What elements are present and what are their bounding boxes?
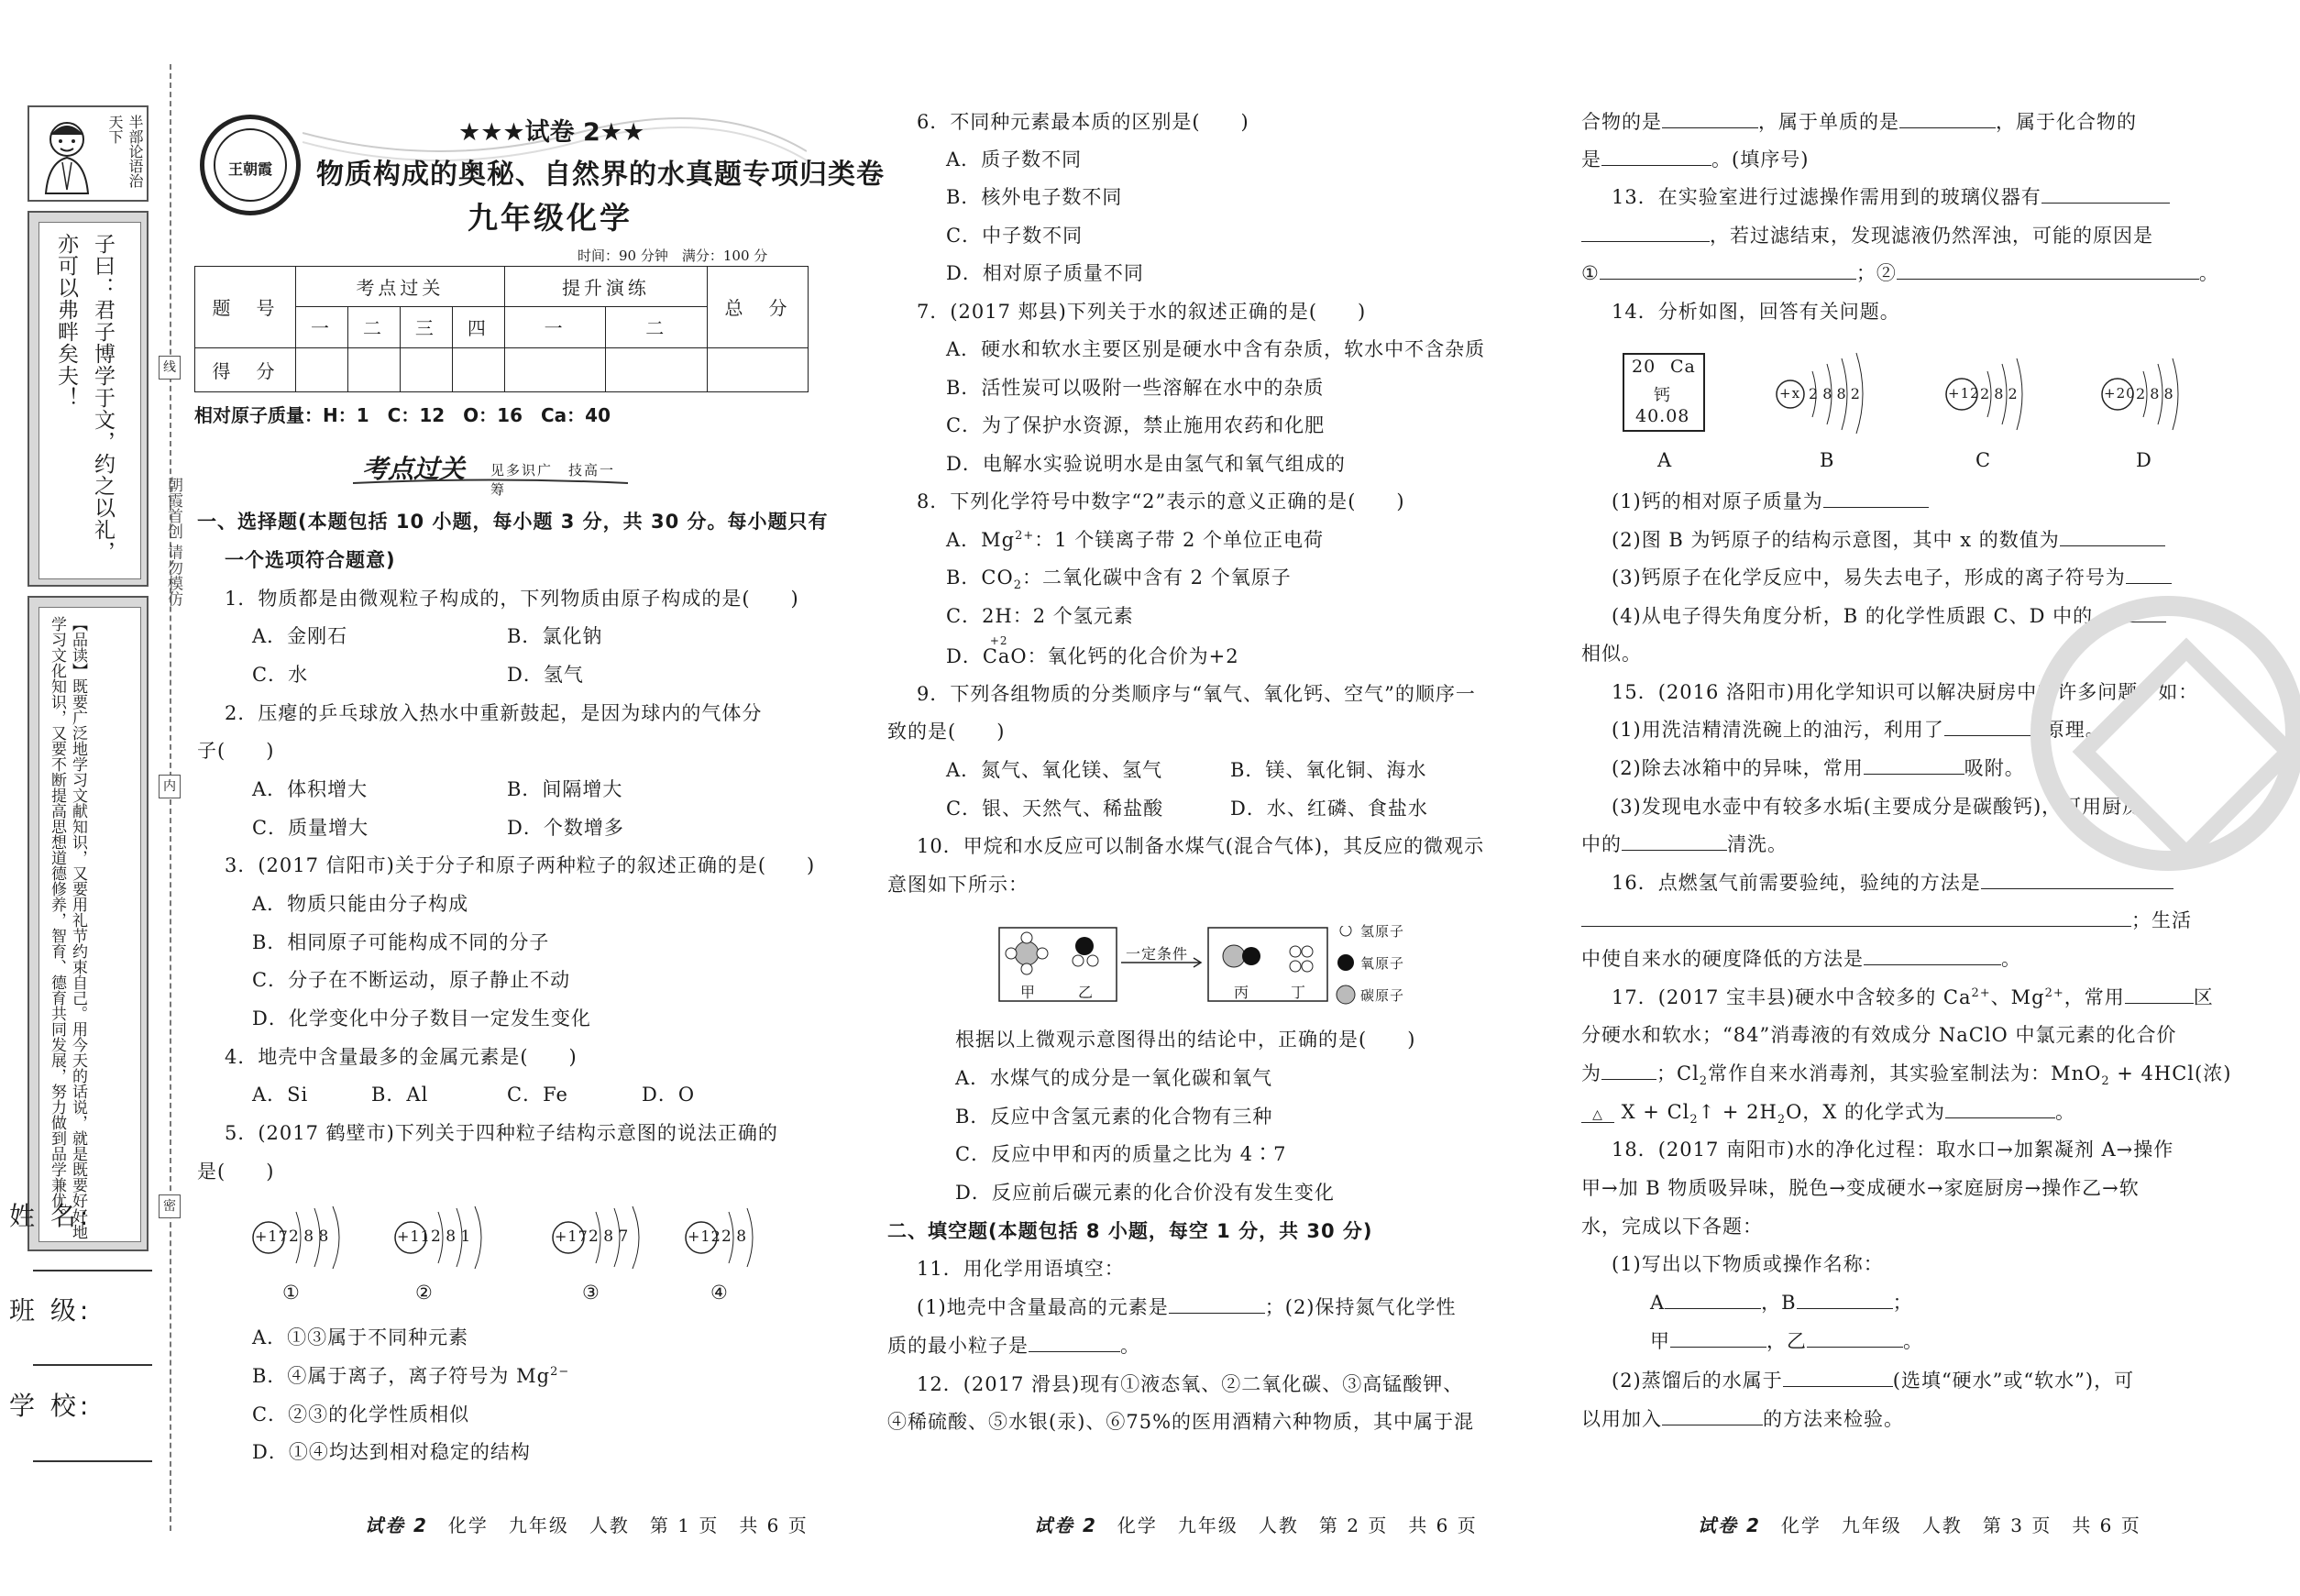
question-15-part-cont: 中的 清洗。 [1581,833,1788,855]
answer-blank[interactable] [1864,949,2001,965]
score-table [194,266,809,392]
option[interactable]: C．2H：2 个氢元素 [946,605,1134,627]
option[interactable]: B．④属于离子，离子符号为 $Mg^{2-}$ [252,1365,570,1387]
answer-blank[interactable] [2126,567,2172,584]
question-14-part: (4)从电子得失角度分析，B 的化学性质跟 C、D 中的 [1612,601,2166,629]
question-18-line: 甲→加 B 物质吸异味，脱色→变成硬水→家庭厨房→操作乙→软 [1581,1177,2140,1199]
score-cell[interactable] [452,347,504,391]
score-cell[interactable] [504,347,606,391]
option[interactable]: D．个数增多 [507,817,624,839]
exam-number: ★★★试卷 2★★ [458,118,645,147]
option[interactable]: A．水煤气的成分是一氧化碳和氧气 [955,1067,1273,1089]
option[interactable]: D．O [642,1084,696,1106]
score-group-2: 提升演练 [504,267,707,307]
question-16-line: ；生活 [1581,906,2192,933]
section-1-heading: 一、选择题(本题包括 10 小题，每小题 3 分，共 30 分。每小题只有 [197,511,829,533]
question-18-part: (1)写出以下物质或操作名称： [1612,1253,1884,1275]
answer-blank[interactable] [1670,1331,1766,1348]
option[interactable]: A．物质只能由分子构成 [252,893,469,915]
option[interactable]: C．反应中甲和丙的质量之比为 4∶7 [955,1143,1287,1165]
answer-blank[interactable] [2060,530,2165,546]
question-1: 1．物质都是由微观粒子构成的，下列物质由原子构成的是( ) [225,588,799,610]
figure-label: C [1975,449,1992,471]
option[interactable]: D．化学变化中分子数目一定发生变化 [252,1007,591,1029]
question-15: 15．(2016 洛阳市)用化学知识可以解决厨房中的许多问题，如： [1612,681,2199,703]
question-18-part-cont: 以用加入 的方法来检验。 [1581,1408,1904,1430]
atom-structure-diagram: +17 2 8 7 [545,1201,683,1274]
question-12-line: 合物的是 ，属于单质的是 ，属于化合物的 [1581,111,2137,133]
option[interactable]: C．质量增大 [252,817,369,839]
option[interactable]: A．硬水和软水主要区别是硬水中含有杂质，软水中不含杂质 [946,338,1486,360]
option[interactable]: C．水 [252,664,309,686]
question-9: 9．下列各组物质的分类顺序与“氧气、氧化钙、空气”的顺序一 [917,683,1476,705]
option[interactable]: B．间隔增大 [507,778,623,800]
class-label: 班 级: [9,1295,93,1326]
answer-blank[interactable] [1581,226,1710,242]
score-group-1: 考点过关 [296,267,505,307]
watermark-seal [2030,596,2300,871]
question-10-cont: 意图如下所示： [887,874,1029,896]
class-field[interactable] [33,1364,152,1366]
question-16-line: 中使自来水的硬度降低的方法是 。 [1581,948,2021,970]
atom-label: ③ [582,1282,600,1304]
question-17: 17．(2017 宝丰县)硬水中含较多的 $Ca^{2+}$、$Mg^{2+}$，常用 区 [1612,986,2214,1008]
score-sub: 二 [606,307,708,347]
question-4: 4．地壳中含量最多的金属元素是( ) [225,1046,578,1068]
option[interactable]: C．分子在不断运动，原子静止不动 [252,969,571,991]
option[interactable]: C．为了保护水资源，禁止施用农药和化肥 [946,414,1326,436]
confucius-icon [35,116,99,194]
answer-blank[interactable] [1581,910,2131,927]
atom-label: ① [282,1282,301,1304]
atom-structure-diagram: +x 2 8 8 2 [1774,344,1893,435]
question-14-part-cont: 相似。 [1581,643,1642,665]
atom-structure-diagram: +12 2 8 2 [1943,344,2044,435]
figure-label: A [1657,449,1673,471]
answer-blank[interactable] [1783,1370,1893,1387]
question-18-part: 甲 ，乙 。 [1650,1330,1923,1352]
score-sub: 一 [504,307,606,347]
question-15-part: (2)除去冰箱中的异味，常用 吸附。 [1612,757,2025,779]
option[interactable]: D．①④均达到相对稳定的结构 [252,1441,531,1463]
option[interactable]: D．相对原子质量不同 [946,262,1144,284]
score-cell[interactable] [347,347,400,391]
question-13-line: ，若过滤结束，发现滤液仍然浑浊，可能的原因是 [1581,221,2153,248]
answer-blank[interactable] [2125,987,2194,1004]
answer-blank[interactable] [1981,873,2173,889]
question-6: 6．不同种元素最本质的区别是( ) [917,111,1249,133]
option[interactable]: D． +2 CaO：氧化钙的化合价为+2 [946,634,1239,667]
score-sub: 三 [400,307,452,347]
comment-text: 【品读】既要广泛地学习文献知识，又要用礼节约束自己。用今天的话说，就是既要好好地学习文化知识，又要不断提高思想道德修养，智育、德育共同发展，努力做到品学兼优。 [48,616,87,1239]
question-13: 13．在实验室进行过滤操作需用到的玻璃仪器有 [1612,182,2170,210]
option[interactable]: B．核外电子数不同 [946,186,1123,208]
option[interactable]: A．质子数不同 [946,149,1083,171]
atom-structure-diagram: +20 2 8 8 [2099,344,2200,435]
cut-mark: 线 [159,356,181,380]
question-2-cont: 子( ) [197,740,275,762]
option[interactable]: B．相同原子可能构成不同的分子 [252,931,550,953]
school-label: 学 校: [9,1391,93,1421]
exam-time: 时间：90 分钟 满分：100 分 [578,248,768,264]
option[interactable]: B．活性炭可以吸附一些溶解在水中的杂质 [946,377,1325,399]
answer-blank[interactable] [1662,112,1758,128]
answer-blank[interactable] [1622,834,1727,851]
cut-mark: 内 [159,775,181,798]
score-cell[interactable] [708,347,809,391]
answer-blank[interactable] [1662,1409,1763,1425]
reaction-diagram: 一定条件 甲 乙 丙 丁 氢原子 氧原子 碳原子 [997,926,1437,1022]
question-12: 12．(2017 滑县)现有①液态氧、②二氧化碳、③高锰酸钾、 [917,1373,1464,1395]
answer-blank[interactable] [1899,112,1996,128]
question-18: 18．(2017 南阳市)水的净化过程：取水口→加絮凝剂 A→操作 [1612,1139,2174,1161]
question-10-prompt: 根据以上微观示意图得出的结论中，正确的是( ) [955,1029,1416,1051]
option[interactable]: D．水、红磷、食盐水 [1230,798,1428,820]
question-16: 16．点燃氢气前需要验纯，验纯的方法是 [1612,868,2173,896]
score-sub: 一 [296,307,348,347]
atom-structure-diagram: +17 2 8 8 [246,1201,383,1274]
question-7: 7．(2017 郏县)下列关于水的叙述正确的是( ) [917,301,1367,323]
score-row-label: 得 分 [195,347,296,391]
answer-blank[interactable] [1823,491,1929,508]
atomic-mass-note: 相对原子质量：H：1 C：12 O：16 Ca：40 [194,404,611,426]
question-8: 8．下列化学符号中数字“2”表示的意义正确的是( ) [917,490,1405,512]
page-footer: 试卷 2 化学 九年级 人教 第 3 页 共 6 页 [1698,1514,2141,1536]
exam-title: 物质构成的奥秘、自然界的水真题专项归类卷 [316,159,885,191]
option[interactable]: B．反应中含氢元素的化合物有三种 [955,1106,1273,1128]
question-15-part: (1)用洗洁精清洗碗上的油污，利用了 原理。 [1612,719,2106,741]
option[interactable]: A．Si [252,1084,309,1106]
score-total: 总 分 [708,267,809,348]
figure-label: D [2136,449,2152,471]
score-cell[interactable] [296,347,348,391]
answer-blank[interactable] [1797,1293,1893,1309]
option[interactable]: A．氮气、氧化镁、氢气 [946,759,1163,781]
question-11: 11．用化学用语填空： [917,1258,1125,1280]
atom-label: ② [415,1282,434,1304]
answer-blank[interactable] [1807,1331,1903,1348]
page-footer: 试卷 2 化学 九年级 人教 第 1 页 共 6 页 [365,1514,809,1536]
option[interactable]: C．中子数不同 [946,225,1084,247]
option[interactable]: A．体积增大 [252,778,369,800]
answer-blank[interactable] [1665,1293,1761,1309]
question-14-part: (1)钙的相对原子质量为 [1612,487,1929,514]
comment-box [28,596,149,1251]
question-5-cont: 是( ) [197,1161,275,1183]
answer-blank[interactable] [1600,263,1856,280]
question-18-line: 水，完成以下各题： [1581,1216,1763,1238]
question-11-line: 质的最小粒子是 。 [887,1335,1140,1357]
question-2: 2．压瘪的乒乓球放入热水中重新鼓起，是因为球内的气体分 [225,702,763,724]
section-banner: 考点过关 见多识广 技高一筹 [353,447,628,488]
question-3: 3．(2017 信阳市)关于分子和原子两种粒子的叙述正确的是( ) [225,854,816,876]
question-17-line: 分硬水和软水；“84”消毒液的有效成分 NaClO 中氯元素的化合价 [1581,1024,2177,1046]
section-2-heading: 二、填空题(本题包括 8 小题，每空 1 分，共 30 分) [887,1220,1373,1242]
section-1-heading-cont: 一个选项符合题意) [225,549,396,571]
figure-label: B [1820,449,1835,471]
question-12-cont: ④稀硫酸、⑤水银(汞)、⑥75%的医用酒精六种物质，其中属于混 [887,1411,1475,1433]
exam-subject: 九年级化学 [468,200,633,236]
motto-box [28,105,149,202]
question-18-part: A ，B ； [1650,1292,1913,1314]
cut-text: 朝霞首创 请勿模仿 [164,477,182,607]
question-15-part: (3)发现电水壶中有较多水垢(主要成分是碳酸钙)，可用厨房 [1612,796,2143,818]
option[interactable]: A．金刚石 [252,625,348,647]
score-col-label: 题 号 [195,267,296,348]
option[interactable]: B．氯化钠 [507,625,603,647]
publisher-logo: 王朝霞 [200,115,301,215]
answer-blank[interactable] [1864,758,1964,775]
answer-blank[interactable] [1169,1297,1265,1314]
question-9-cont: 致的是( ) [887,721,1006,743]
question-14: 14．分析如图，回答有关问题。 [1612,301,1900,323]
quote-box [28,211,149,587]
answer-blank[interactable] [2041,187,2170,204]
option[interactable]: B．镁、氧化铜、海水 [1230,759,1427,781]
name-label: 姓 名: [9,1201,93,1231]
answer-blank[interactable] [1601,149,1711,166]
answer-blank[interactable] [1601,1063,1656,1080]
question-5: 5．(2017 鹤壁市)下列关于四种粒子结构示意图的说法正确的 [225,1122,778,1144]
question-12-line: 是 。(填序号) [1581,149,1810,171]
motto-text: 半部论语治天下 [106,115,144,188]
question-18-part: (2)蒸馏后的水属于 (选填“硬水”或“软水”)，可 [1612,1370,2135,1392]
question-10: 10．甲烷和水反应可以制备水煤气(混合气体)，其反应的微观示 [917,835,1485,857]
question-11-line: (1)地壳中含量最高的元素是 ；(2)保持氮气化学性 [917,1296,1457,1318]
option[interactable]: A．①③属于不同种元素 [252,1326,469,1348]
score-cell[interactable] [400,347,452,391]
question-14-part: (2)图 B 为钙原子的结构示意图，其中 x 的数值为 [1612,525,2165,553]
answer-blank[interactable] [1897,263,2199,280]
question-17-line: 为 ；$Cl_2$常作自来水消毒剂，其实验室制法为：MnO$_2$ + 4HCl(浓) [1581,1062,2232,1089]
page-footer: 试卷 2 化学 九年级 人教 第 2 页 共 6 页 [1034,1514,1478,1536]
atom-structure-diagram: +11 2 8 1 [388,1201,525,1274]
option[interactable]: D．反应前后碳元素的化合价没有发生变化 [955,1182,1335,1204]
option[interactable]: D．氢气 [507,664,584,686]
name-field[interactable] [33,1270,152,1271]
option[interactable]: C．②③的化学性质相似 [252,1403,470,1425]
quote-text: 子曰：君子博学于文，约之以礼，亦可以弗畔矣夫！ [54,233,115,563]
option[interactable]: B．Al [371,1084,429,1106]
atom-structure-diagram: +12 2 8 [678,1201,798,1274]
question-17-line: △ $X + Cl_2↑ + 2H_2O$，X 的化学式为 。 [1581,1097,2075,1127]
score-sub: 四 [452,307,504,347]
option[interactable]: B．$CO_2$：二氧化碳中含有 2 个氧原子 [946,567,1292,593]
answer-blank[interactable] [1029,1336,1120,1352]
atom-label: ④ [710,1282,729,1304]
calcium-element-box: 20 Ca 钙 40.08 [1623,353,1705,432]
option[interactable]: A．$Mg^{2+}$：1 个镁离子带 2 个单位正电荷 [946,529,1325,551]
option[interactable]: C．Fe [507,1084,568,1106]
score-cell[interactable] [606,347,708,391]
school-field[interactable] [33,1460,152,1462]
option[interactable]: C．银、天然气、稀盐酸 [946,798,1164,820]
answer-blank[interactable] [1945,1102,2055,1118]
cut-mark: 密 [159,1194,181,1218]
option[interactable]: D．电解水实验说明水是由氢气和氧气组成的 [946,453,1346,475]
question-14-part: (3)钙原子在化学反应中，易失去电子，形成的离子符号为 [1612,563,2172,590]
question-13-line: ① ；② 。 [1581,262,2219,284]
score-sub: 二 [347,307,400,347]
